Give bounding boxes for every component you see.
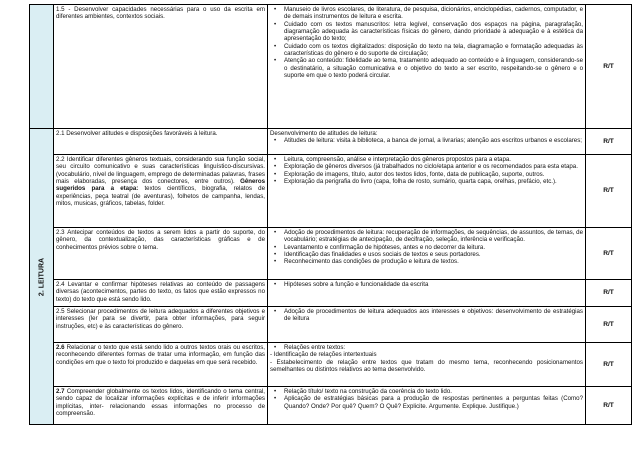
objective-text: 2.3 Antecipar conteúdos de textos a serem lidos a partir do suporte, do gênero, da contextualização, das características gráficas e de conhecimentos prévios sobre o tema. <box>56 229 265 251</box>
list-item: • Atitudes de leitura: visita à biblioteca, a banca de jornal, a livrarias; atenção aos escritos urbanos e escolares; <box>284 137 583 144</box>
table-row <box>30 155 632 228</box>
table-row <box>30 387 632 425</box>
list-item: • Reconhecimento das condições de produção e leitura de textos. <box>284 258 583 265</box>
list-item: • Cuidado com os textos digitalizados: disposição do texto na tela, diagramação e formatação adequadas às características do gênero e do suporte de circulação; <box>284 43 583 58</box>
objective-cell <box>54 280 268 307</box>
list-item: • Cuidado com os textos manuscritos: letra legível, conservação dos espaços na página, paragrafação, diagramação adequada às características físicas do gênero, dando prioridade à adequação e à estética da apresentação do texto; <box>284 21 583 43</box>
objective-cell <box>54 343 268 387</box>
dash-item-text: Identificação de relações intertextuais <box>273 351 377 359</box>
objective-cell <box>54 307 268 343</box>
list-item: • Exploração de imagens, título, autor dos textos lidos, fonte, data de publicação, suporte, outros. <box>284 171 583 178</box>
objective-text: - Desenvolver capacidades necessárias para o uso da escrita em diferentes ambientes, contextos sociais. <box>56 6 265 21</box>
dash-item-text: Estabelecimento de relação entre textos que tratam do mesmo tema, reconhecendo posicionamentos semelhantes ou distintos relativos ao tema desenvolvido. <box>270 358 583 374</box>
objective-text: Compreender globalmente os textos lidos, identificando o tema central, sendo capaz de localizar informações explícitas e de inferir informações implícitas, inter- relacionando essas informações no processo de compreensão. <box>56 388 265 418</box>
table-row <box>30 5 632 129</box>
rt-cell: R/T <box>586 129 632 155</box>
list-item: • Relações entre textos: <box>284 344 583 351</box>
section-cell-empty <box>30 5 54 129</box>
list-item: • Adoção de procedimentos de leitura: recuperação de informações, de sequências, de assuntos, de temas, de vocabulário; estratégias de antecipação, de decifração, seleção, inferência e verificação. <box>284 229 583 244</box>
table-row <box>30 343 632 387</box>
section-label-cell <box>30 129 54 425</box>
objective-cell <box>54 155 268 228</box>
list-item: • Leitura, compreensão, análise e interpretação dos gêneros propostos para a etapa. <box>284 156 583 163</box>
objective-text: 2.5 Selecionar procedimentos de leitura adequados a diferentes objetivos e interesses (ler para se divertir, para obter informações, para seguir instruções, etc) e às características do gênero. <box>56 308 265 330</box>
content-cell <box>268 129 586 155</box>
content-cell <box>268 307 586 343</box>
list-item: • Relação título/ texto na construção da coerência do texto lido. <box>284 388 583 395</box>
objective-text: 2.4 Levantar e confirmar hipóteses relativas ao conteúdo de passagens diversas (acontecimentos, partes do texto, os fatos que estão expressos no texto) do texto que está sendo lido. <box>56 281 265 303</box>
objective-number: 2.7 <box>56 388 65 395</box>
content-cell <box>268 343 586 387</box>
curriculum-document <box>29 4 629 425</box>
objective-number: 1.5 <box>56 6 65 13</box>
list-item: • Identificação das finalidades e usos sociais de textos e seus portadores. <box>284 251 583 258</box>
list-item: • Adoção de procedimentos de leitura adequados aos interesses e objetivos: desenvolvimento de estratégias de leitura <box>284 308 583 323</box>
objective-tail: textos científicos, biografia, relatos de experiências, peça teatral (de aventuras), folhetos de campanha, lendas, mitos, musicas, gráficos, tabelas, folder. <box>56 185 265 208</box>
rt-cell: R/T <box>586 343 632 387</box>
list-item: • Levantamento e confirmação de hipóteses, antes e no decorrer da leitura. <box>284 244 583 251</box>
content-header: Desenvolvimento de atitudes de leitura: <box>270 130 378 137</box>
list-item: • Aplicação de estratégias básicas para a produção de respostas pertinentes a perguntas feitas (Como? Quando? Onde? Por quê? Quem? O Quê? Explicite. Argumente. Explique. Justifique.) <box>284 395 583 410</box>
rt-cell: R/T <box>586 307 632 343</box>
content-cell <box>268 387 586 425</box>
content-cell <box>268 228 586 280</box>
objective-cell <box>54 387 268 425</box>
list-item: • Hipóteses sobre a função e funcionalidade da escrita <box>284 281 583 288</box>
section-label: 2. LEITURA <box>37 257 45 296</box>
table-row <box>30 228 632 280</box>
objective-cell <box>54 5 268 129</box>
table-row <box>30 280 632 307</box>
rt-cell: R/T <box>586 5 632 129</box>
objective-cell <box>54 228 268 280</box>
objective-number: 2.6 <box>56 344 65 351</box>
rt-cell: R/T <box>586 280 632 307</box>
table-row <box>30 307 632 343</box>
table-row <box>30 129 632 155</box>
dash-item: - Identificação de relações intertextuais <box>270 351 377 359</box>
list-item: • Exploração de gêneros diversos (já trabalhados no ciclo/etapa anterior e os recomendados para esta etapa. <box>284 163 583 170</box>
list-item: • Atenção ao conteúdo: fidelidade ao tema, tratamento adequado ao conteúdo e à linguagem, considerando-se o destinatário, a situação comunicativa e o objetivo do texto a ser escrito, respeitando-se o gênero e o suporte em que o texto poderá circular. <box>284 57 583 79</box>
rt-cell: R/T <box>586 387 632 425</box>
content-cell <box>268 155 586 228</box>
list-item: • Exploração da perigrafia do livro (capa, folha de rosto, sumário, quarta capa, orelhas, prefácio, etc.). <box>284 178 583 185</box>
dash-item: - Estabelecimento de relação entre textos que tratam do mesmo tema, reconhecendo posicionamentos semelhantes ou distintos relativos ao tema desenvolvido. <box>270 358 583 374</box>
objective-text: Relacionar o texto que está sendo lido a outros textos orais ou escritos, reconhecendo diferentes formas de tratar uma informação, em função das condições em que o texto foi produzido e daquelas em que será recebido. <box>56 344 265 366</box>
objective-text: 2.1 Desenvolver atitudes e disposições favoráveis à leitura. <box>56 130 218 137</box>
objective-text: 2.2 Identificar diferentes gêneros textuais, considerando sua função social, seu circuito comunicativo e suas características linguístico-discursivas. (vocabulário, nível de linguagem, emprego de determinadas palavras, frases mais elaboradas, presença dos conectores, entre outros). <box>56 156 265 186</box>
content-cell <box>268 280 586 307</box>
objective-bold-heading: Gêneros sugeridos para a etapa: <box>56 178 265 193</box>
rt-cell: R/T <box>586 228 632 280</box>
list-item: • Manuseio de livros escolares, de literatura, de pesquisa, dicionários, enciclopédias, cadernos, computador, e de demais instrumentos de leitura e escrita. <box>284 6 583 21</box>
curriculum-table <box>29 4 632 425</box>
rt-cell: R/T <box>586 155 632 228</box>
content-cell <box>268 5 586 129</box>
objective-cell <box>54 129 268 155</box>
